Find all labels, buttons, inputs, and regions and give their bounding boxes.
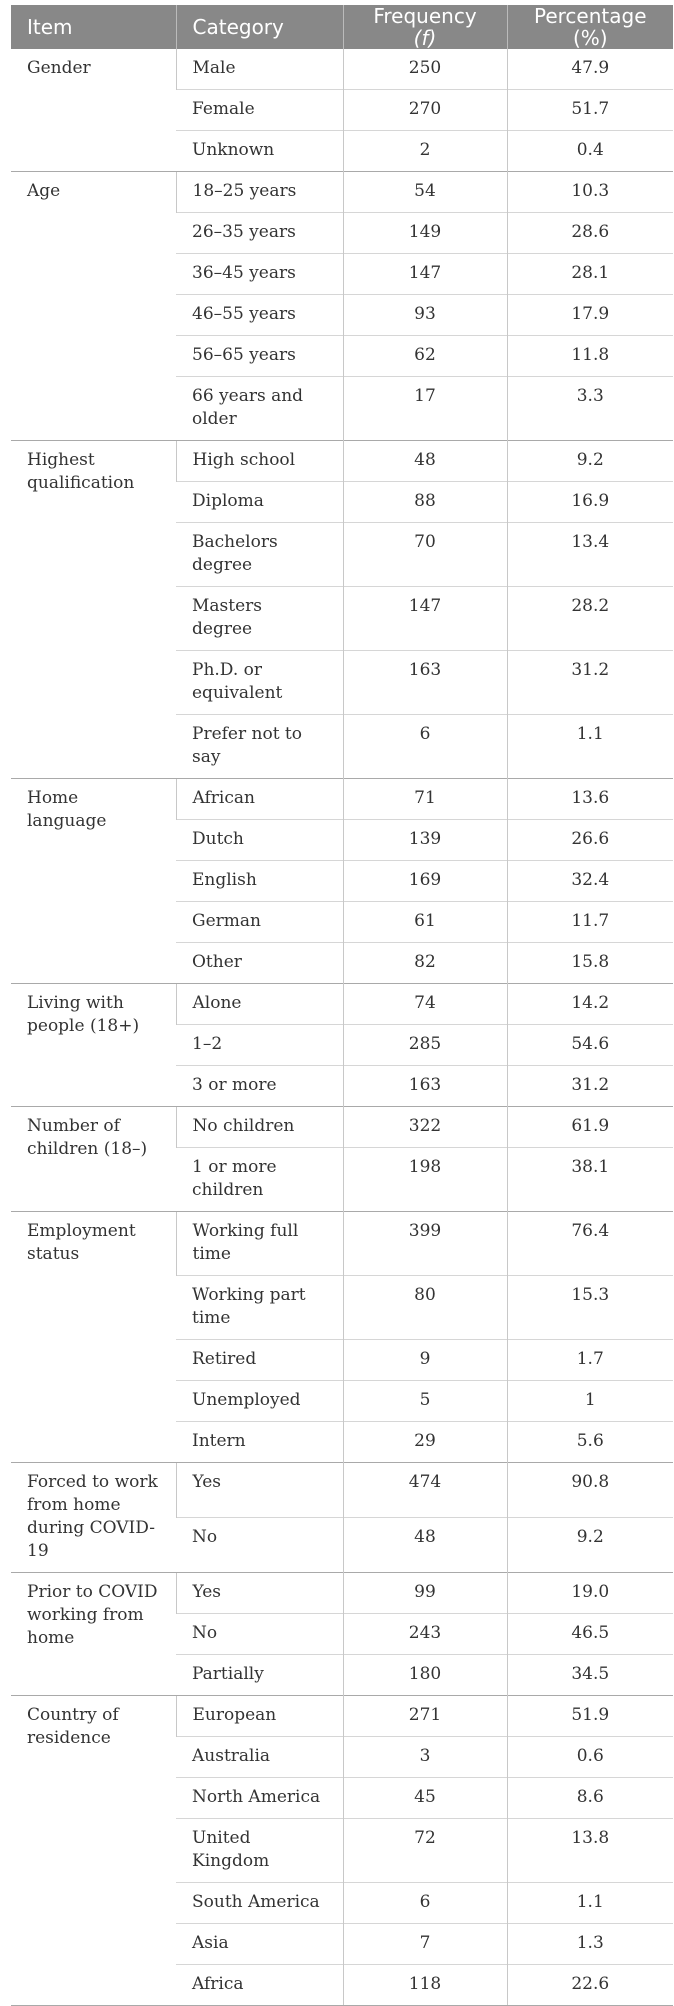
item-cell: Age — [11, 172, 176, 441]
frequency-cell: 45 — [343, 1778, 507, 1819]
percentage-cell: 19.0 — [507, 1573, 673, 1614]
header-percentage-unit: (%) — [572, 26, 608, 50]
table-row — [11, 779, 673, 820]
frequency-cell: 163 — [343, 651, 507, 715]
item-cell: Country of residence — [11, 1696, 176, 2006]
category-cell: Masters degree — [176, 587, 343, 651]
category-cell: Ph.D. or equivalent — [176, 651, 343, 715]
frequency-cell: 139 — [343, 820, 507, 861]
category-cell: 1 or more children — [176, 1148, 343, 1212]
percentage-cell: 16.9 — [507, 482, 673, 523]
frequency-cell: 7 — [343, 1924, 507, 1965]
category-cell: 3 or more — [176, 1066, 343, 1107]
category-cell: Prefer not to say — [176, 715, 343, 779]
frequency-cell: 71 — [343, 779, 507, 820]
category-cell: North America — [176, 1778, 343, 1819]
frequency-cell: 271 — [343, 1696, 507, 1737]
header-frequency-unit: (f) — [413, 26, 437, 50]
category-cell: Yes — [176, 1573, 343, 1614]
percentage-cell: 15.8 — [507, 943, 673, 984]
item-cell: Number of children (18–) — [11, 1107, 176, 1212]
category-cell: Bachelors degree — [176, 523, 343, 587]
header-category: Category — [176, 5, 343, 49]
percentage-cell: 17.9 — [507, 295, 673, 336]
frequency-cell: 163 — [343, 1066, 507, 1107]
frequency-cell: 82 — [343, 943, 507, 984]
frequency-cell: 118 — [343, 1965, 507, 2006]
percentage-cell: 5.6 — [507, 1422, 673, 1463]
category-cell: Working full time — [176, 1212, 343, 1276]
frequency-cell: 270 — [343, 90, 507, 131]
category-cell: Retired — [176, 1340, 343, 1381]
item-cell: Gender — [27, 58, 91, 78]
category-cell: No children — [176, 1107, 343, 1148]
category-cell: Unemployed — [176, 1381, 343, 1422]
frequency-cell: 29 — [343, 1422, 507, 1463]
category-cell: Intern — [176, 1422, 343, 1463]
percentage-cell: 26.6 — [507, 820, 673, 861]
percentage-cell: 54.6 — [507, 1025, 673, 1066]
category-cell: United Kingdom — [176, 1819, 343, 1883]
frequency-cell: 61 — [343, 902, 507, 943]
header-frequency — [343, 5, 507, 49]
percentage-cell: 14.2 — [507, 984, 673, 1025]
category-cell: Yes — [176, 1463, 343, 1518]
category-cell: Alone — [176, 984, 343, 1025]
percentage-cell: 1.3 — [507, 1924, 673, 1965]
percentage-cell: 51.7 — [507, 90, 673, 131]
percentage-cell: 0.6 — [507, 1737, 673, 1778]
frequency-cell: 72 — [343, 1819, 507, 1883]
frequency-cell: 88 — [343, 482, 507, 523]
category-cell: Asia — [176, 1924, 343, 1965]
frequency-cell: 70 — [343, 523, 507, 587]
category-cell: 26–35 years — [176, 213, 343, 254]
percentage-cell: 11.7 — [507, 902, 673, 943]
category-cell: Diploma — [176, 482, 343, 523]
frequency-cell: 99 — [343, 1573, 507, 1614]
item-cell: Home language — [11, 779, 176, 984]
header-percentage — [507, 5, 673, 49]
frequency-cell: 147 — [343, 587, 507, 651]
percentage-cell: 28.1 — [507, 254, 673, 295]
category-cell: German — [176, 902, 343, 943]
percentage-cell: 28.6 — [507, 213, 673, 254]
percentage-cell: 9.2 — [507, 441, 673, 482]
category-cell: Africa — [176, 1965, 343, 2006]
category-cell: Working part time — [176, 1276, 343, 1340]
frequency-cell: 3 — [343, 1737, 507, 1778]
table-row — [11, 984, 673, 1025]
frequency-cell: 6 — [343, 1883, 507, 1924]
table-row — [11, 49, 673, 90]
category-cell: 18–25 years — [176, 172, 343, 213]
demographics-table — [11, 5, 673, 2006]
percentage-cell: 46.5 — [507, 1614, 673, 1655]
percentage-cell: 8.6 — [507, 1778, 673, 1819]
category-cell: Australia — [176, 1737, 343, 1778]
percentage-cell: 1 — [507, 1381, 673, 1422]
percentage-cell: 13.6 — [507, 779, 673, 820]
frequency-cell: 243 — [343, 1614, 507, 1655]
frequency-cell: 93 — [343, 295, 507, 336]
frequency-cell: 9 — [343, 1340, 507, 1381]
percentage-cell: 61.9 — [507, 1107, 673, 1148]
category-cell: 66 years and older — [176, 377, 343, 441]
percentage-cell: 47.9 — [507, 49, 673, 90]
category-cell: European — [176, 1696, 343, 1737]
demographics-table-container — [11, 5, 673, 2006]
category-cell: English — [176, 861, 343, 902]
percentage-cell: 3.3 — [507, 377, 673, 441]
table-row — [11, 1573, 673, 1614]
category-cell: 1–2 — [176, 1025, 343, 1066]
percentage-cell: 15.3 — [507, 1276, 673, 1340]
category-cell: Female — [176, 90, 343, 131]
table-row — [11, 1212, 673, 1276]
category-cell: African — [176, 779, 343, 820]
frequency-cell: 149 — [343, 213, 507, 254]
frequency-cell: 80 — [343, 1276, 507, 1340]
percentage-cell: 11.8 — [507, 336, 673, 377]
percentage-cell: 1.1 — [507, 715, 673, 779]
frequency-cell: 322 — [343, 1107, 507, 1148]
percentage-cell: 76.4 — [507, 1212, 673, 1276]
frequency-cell: 6 — [343, 715, 507, 779]
category-cell: Other — [176, 943, 343, 984]
percentage-cell: 34.5 — [507, 1655, 673, 1696]
table-header — [11, 5, 673, 49]
header-percentage-label: Percentage — [533, 4, 647, 28]
frequency-cell: 17 — [343, 377, 507, 441]
percentage-cell: 31.2 — [507, 1066, 673, 1107]
category-cell: Unknown — [176, 131, 343, 172]
category-cell: Partially — [176, 1655, 343, 1696]
percentage-cell: 31.2 — [507, 651, 673, 715]
percentage-cell: 32.4 — [507, 861, 673, 902]
category-cell: No — [176, 1518, 343, 1573]
category-cell: 56–65 years — [176, 336, 343, 377]
table-row — [11, 1696, 673, 1737]
item-cell: Employment status — [11, 1212, 176, 1463]
frequency-cell: 474 — [343, 1463, 507, 1518]
category-cell: 46–55 years — [176, 295, 343, 336]
category-cell: Dutch — [176, 820, 343, 861]
percentage-cell: 9.2 — [507, 1518, 673, 1573]
frequency-cell: 180 — [343, 1655, 507, 1696]
percentage-cell: 38.1 — [507, 1148, 673, 1212]
frequency-cell: 62 — [343, 336, 507, 377]
frequency-cell: 198 — [343, 1148, 507, 1212]
item-cell: Highest qualification — [11, 441, 176, 779]
item-cell: Prior to COVID working from home — [11, 1573, 176, 1696]
table-row — [11, 441, 673, 482]
category-cell: No — [176, 1614, 343, 1655]
percentage-cell: 13.8 — [507, 1819, 673, 1883]
frequency-cell: 74 — [343, 984, 507, 1025]
category-cell: Male — [176, 49, 343, 90]
percentage-cell: 1.7 — [507, 1340, 673, 1381]
category-cell: 36–45 years — [176, 254, 343, 295]
table-row — [11, 172, 673, 213]
frequency-cell: 48 — [343, 441, 507, 482]
item-cell: Living with people (18+) — [11, 984, 176, 1107]
frequency-cell: 285 — [343, 1025, 507, 1066]
percentage-cell: 1.1 — [507, 1883, 673, 1924]
table-body — [11, 49, 673, 2006]
category-cell: High school — [176, 441, 343, 482]
percentage-cell: 0.4 — [507, 131, 673, 172]
header-frequency-label: Frequency — [373, 4, 477, 28]
percentage-cell: 22.6 — [507, 1965, 673, 2006]
frequency-cell: 48 — [343, 1518, 507, 1573]
item-cell: Forced to work from home during COVID-19 — [11, 1463, 176, 1573]
table-row — [11, 1107, 673, 1148]
percentage-cell: 13.4 — [507, 523, 673, 587]
category-cell: South America — [176, 1883, 343, 1924]
header-row — [11, 5, 673, 49]
frequency-cell: 147 — [343, 254, 507, 295]
table-row — [11, 1463, 673, 1518]
percentage-cell: 28.2 — [507, 587, 673, 651]
frequency-cell: 250 — [343, 49, 507, 90]
frequency-cell: 399 — [343, 1212, 507, 1276]
frequency-cell: 2 — [343, 131, 507, 172]
frequency-cell: 169 — [343, 861, 507, 902]
percentage-cell: 90.8 — [507, 1463, 673, 1518]
frequency-cell: 5 — [343, 1381, 507, 1422]
header-item: Item — [11, 5, 176, 49]
percentage-cell: 51.9 — [507, 1696, 673, 1737]
frequency-cell: 54 — [343, 172, 507, 213]
percentage-cell: 10.3 — [507, 172, 673, 213]
